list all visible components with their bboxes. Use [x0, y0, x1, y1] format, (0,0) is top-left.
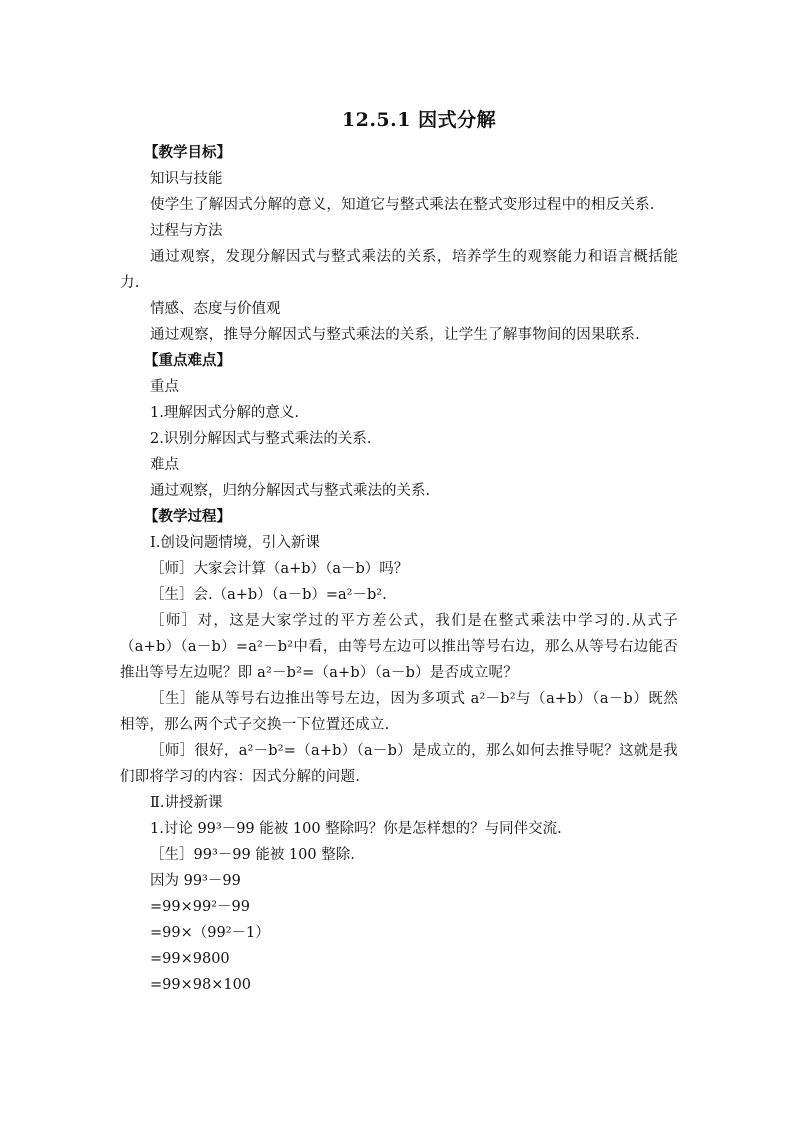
- label-emotion: 情感、态度与价值观: [150, 301, 281, 317]
- label-process: 过程与方法: [150, 223, 223, 239]
- key-point-1: 1.理解因式分解的意义.: [150, 405, 299, 421]
- dialog-line-1: ［师］大家会计算（a+b）（a－b）吗？: [150, 561, 409, 577]
- discussion-1: 1.讨论 99³－99 能被 100 整除吗？你是怎样想的？与同伴交流.: [150, 821, 562, 837]
- calc-step-1: 因为 99³－99: [150, 873, 241, 889]
- label-knowledge: 知识与技能: [150, 171, 223, 187]
- label-key: 重点: [150, 379, 179, 395]
- section-heading-process: 【教学过程】: [144, 508, 231, 525]
- part-1-title: Ⅰ.创设问题情境，引入新课: [150, 535, 320, 551]
- calc-step-4: =99×9800: [150, 951, 230, 967]
- difficult-point: 通过观察，归纳分解因式与整式乘法的关系.: [150, 483, 431, 499]
- label-difficult: 难点: [150, 457, 179, 473]
- key-point-2: 2.识别分解因式与整式乘法的关系.: [150, 431, 372, 447]
- section-heading-goals: 【教学目标】: [144, 144, 231, 161]
- document-body: [120, 104, 678, 998]
- paragraph-knowledge: 使学生了解因式分解的意义，知道它与整式乘法在整式变形过程中的相反关系.: [150, 197, 655, 213]
- dialog-paragraph-3: ［师］对，这是大家学过的平方差公式，我们是在整式乘法中学习的.从式子（a+b）（a－b）=a²－b²中看，由等号左边可以推出等号右边，那么从等号右边能否推出等号左边呢？即 a²－b²=（a+b）（a－b）是否成立呢？: [120, 613, 678, 681]
- dialog-paragraph-5: ［师］很好，a²－b²=（a+b）（a－b）是成立的，那么如何去推导呢？这就是我们即将学习的内容：因式分解的问题.: [120, 743, 678, 785]
- calc-step-3: =99×（99²－1）: [150, 925, 270, 941]
- paragraph-process: 通过观察，发现分解因式与整式乘法的关系，培养学生的观察能力和语言概括能力.: [120, 249, 678, 291]
- part-2-title: Ⅱ.讲授新课: [150, 795, 223, 811]
- answer-1: ［生］99³－99 能被 100 整除.: [150, 847, 355, 863]
- section-heading-key: 【重点难点】: [144, 352, 231, 369]
- paragraph-emotion: 通过观察，推导分解因式与整式乘法的关系，让学生了解事物间的因果联系.: [150, 327, 640, 343]
- dialog-paragraph-4: ［生］能从等号右边推出等号左边，因为多项式 a²－b²与（a+b）（a－b）既然相等，那么两个式子交换一下位置还成立.: [120, 691, 678, 733]
- page-title: 12.5.1 因式分解: [341, 109, 497, 131]
- calc-step-2: =99×99²－99: [150, 899, 250, 915]
- dialog-line-2: ［生］会.（a+b）（a－b）=a²－b².: [150, 587, 387, 603]
- calc-step-5: =99×98×100: [150, 977, 252, 993]
